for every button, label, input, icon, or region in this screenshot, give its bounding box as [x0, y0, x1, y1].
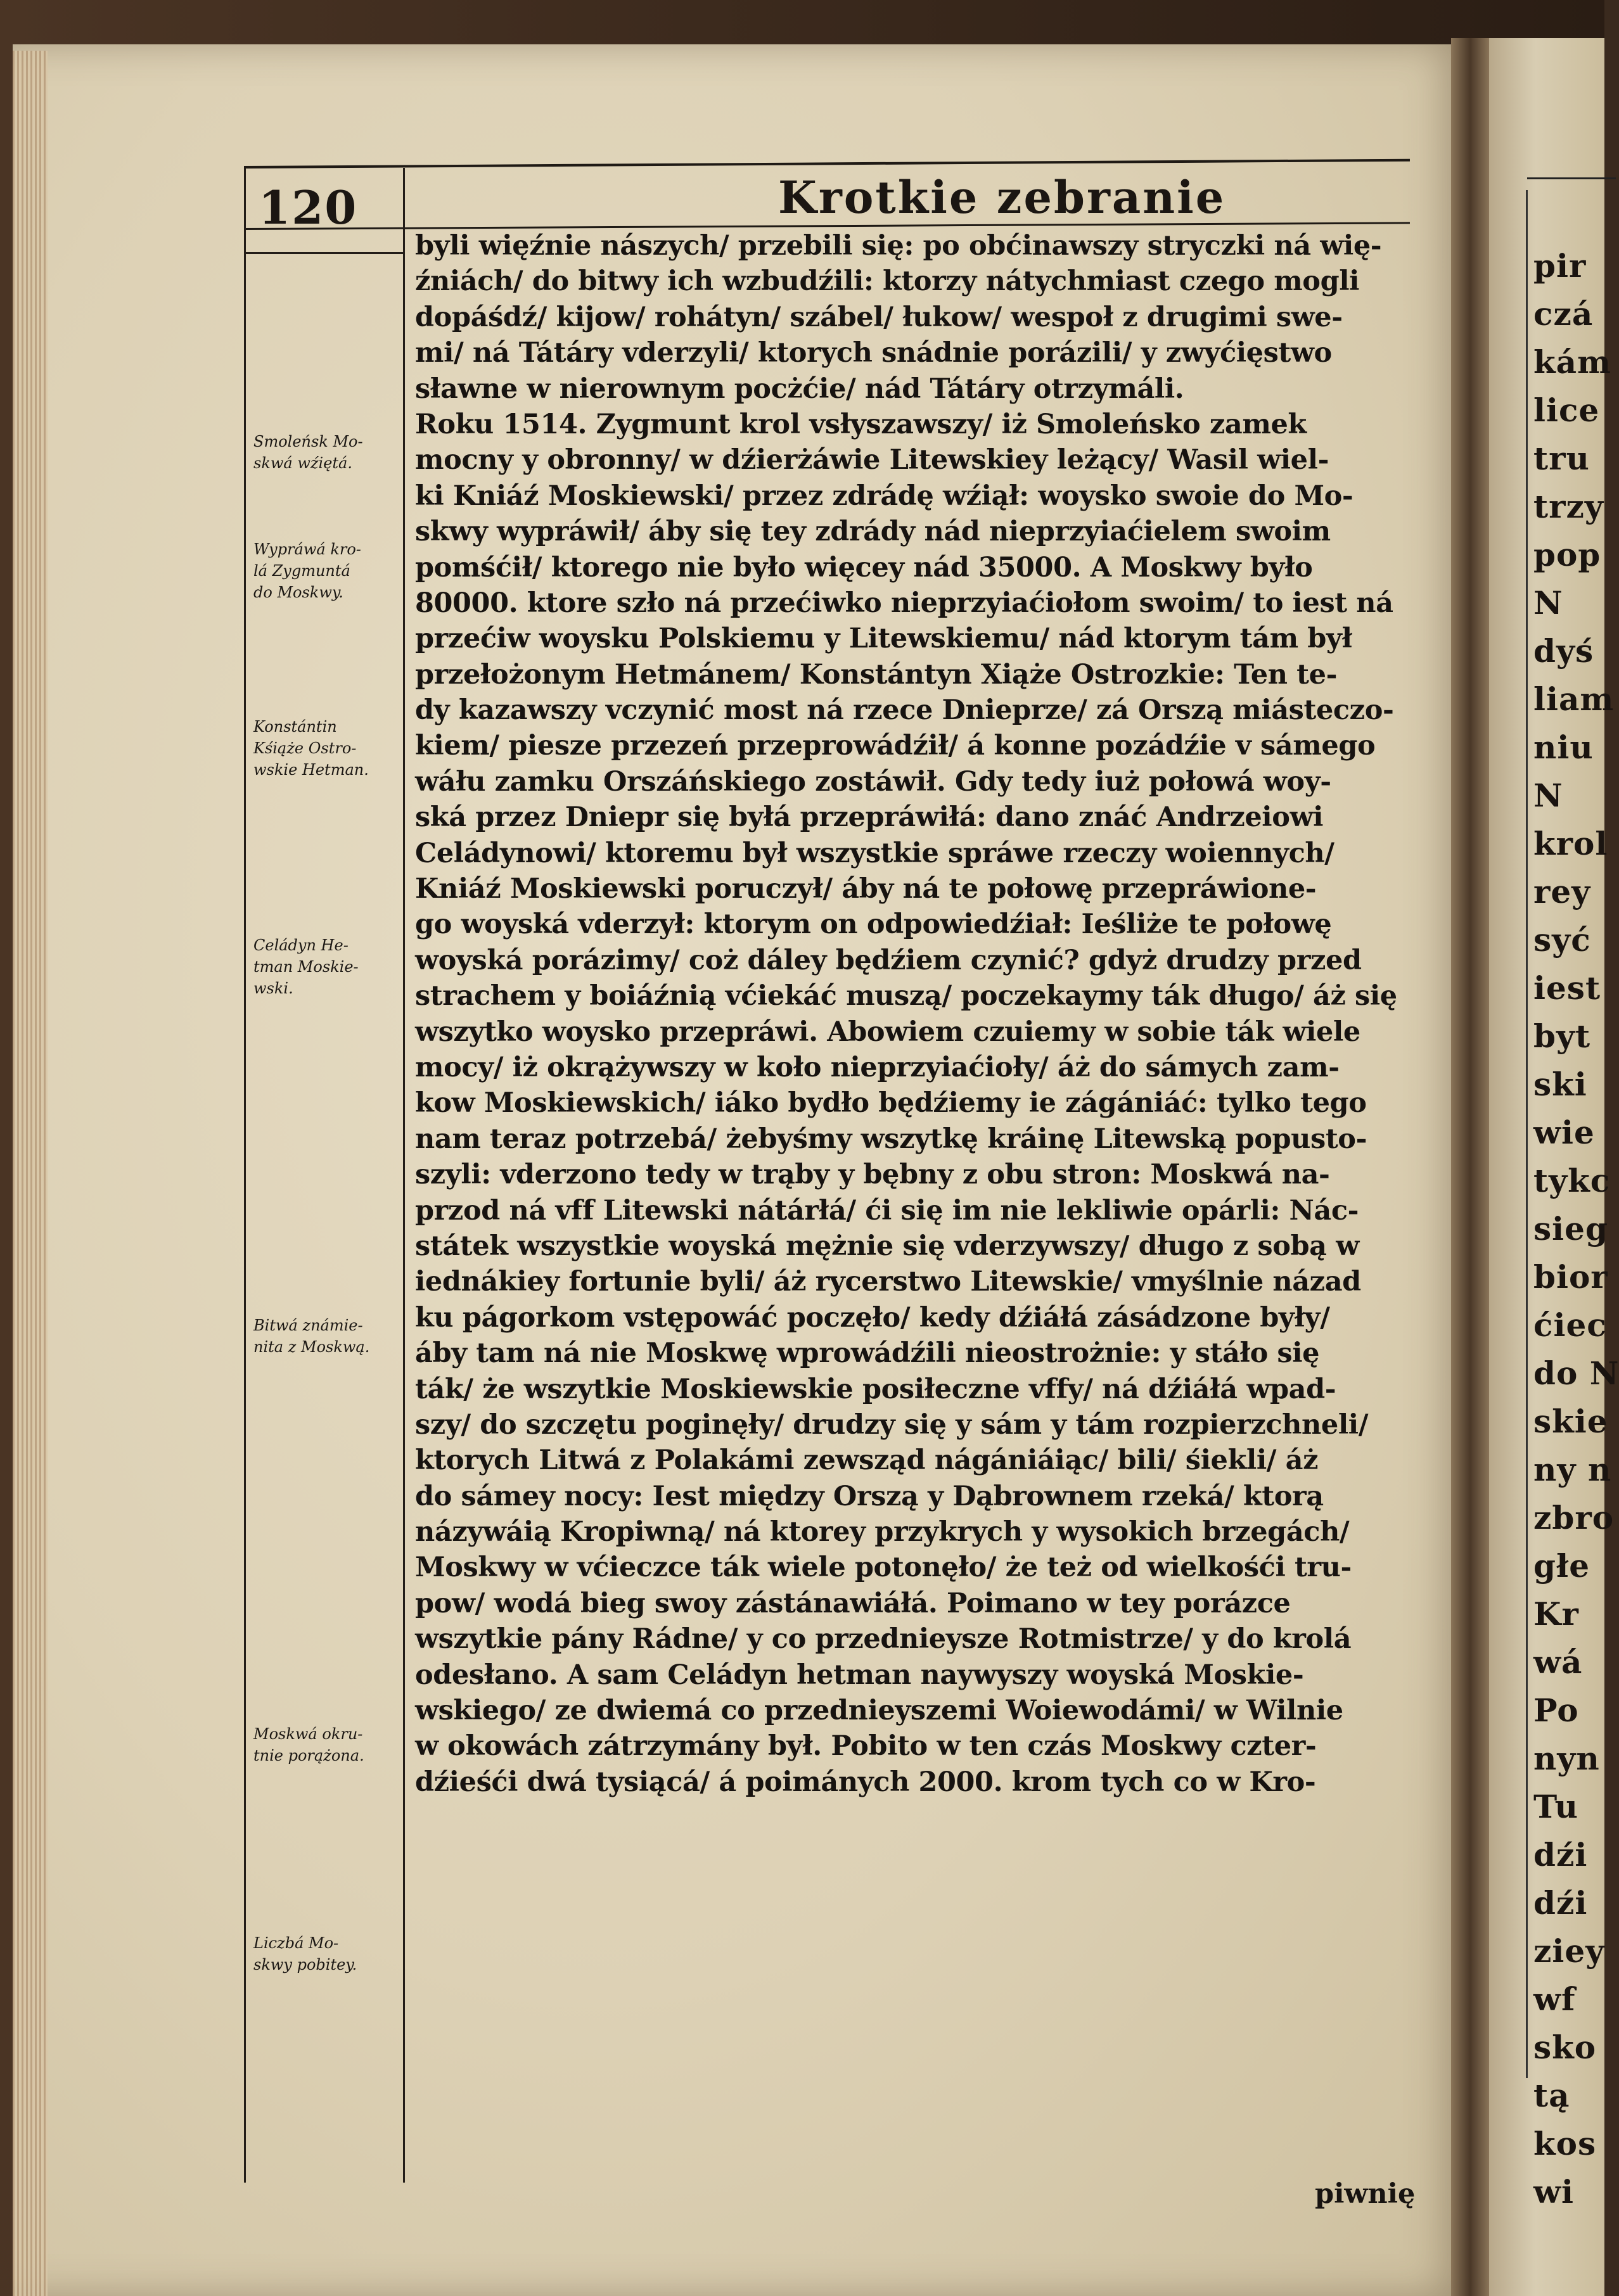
text-line: mocny y obronny/ w dźierżáwie Litewskiey leżący/ Wasil wiel- — [415, 444, 1329, 476]
facing-page-line: wf — [1533, 1980, 1576, 2018]
text-line: ki Kniáź Moskiewski/ przez zdrádę wźiął: woysko swoie do Mo- — [415, 480, 1353, 512]
facing-page-line: ćiec — [1533, 1306, 1607, 1344]
text-line: dźieśći dwá tysiącá/ á poimánych 2000. krom tych co w Kro- — [415, 1766, 1316, 1798]
facing-page-line: N — [1533, 584, 1563, 622]
facing-page-margin-rule — [1526, 190, 1528, 2078]
facing-page-line: dźi — [1533, 1836, 1588, 1873]
catchword: piwnię — [1315, 2178, 1416, 2210]
text-line: strachem y boiáźnią vćiekáć muszą/ poczekaymy ták długo/ áż się — [415, 980, 1397, 1012]
facing-page-line: tykc — [1533, 1162, 1611, 1199]
facing-page-line: pop — [1533, 536, 1601, 573]
text-line: mocy/ iż okrążywszy w koło nieprzyiaćioły/ áż do sámych zam- — [415, 1051, 1340, 1083]
text-line: odesłano. A sam Celádyn hetman naywyszy woyská Moskie- — [415, 1659, 1304, 1691]
text-line: pow/ wodá bieg swoy zástánawiáłá. Poimano w tey porázce — [415, 1587, 1291, 1619]
facing-page-line: N — [1533, 777, 1563, 814]
text-line: ták/ że wszytkie Moskiewskie posiłeczne vffy/ ná dźiáłá wpad- — [415, 1373, 1336, 1405]
margin-note-line: wski. — [253, 979, 293, 997]
text-line: názywáią Kropiwną/ ná ktorey przykrych y wysokich brzegách/ — [415, 1516, 1350, 1548]
facing-page-line: niu — [1533, 729, 1594, 766]
facing-page-line: wá — [1533, 1643, 1583, 1681]
text-line: dy kazawszy vczynić most ná rzece Dnieprze/ zá Orszą miásteczo- — [415, 694, 1394, 727]
text-line: wszytkie pány Rádne/ y co przednieysze Rotmistrze/ y do krolá — [415, 1623, 1352, 1655]
text-line: Kniáź Moskiewski poruczył/ áby ná te połowę przepráwione- — [415, 873, 1317, 905]
text-line: státek wszystkie woyská mężnie się vderzywszy/ długo z sobą w — [415, 1230, 1359, 1262]
facing-page-line: rey — [1533, 873, 1591, 910]
facing-page-line: do N — [1533, 1355, 1619, 1392]
text-line: szy/ do szczętu poginęły/ drudzy się y sám y tám rozpierzchneli/ — [415, 1408, 1369, 1441]
margin-note-line: tnie porążona. — [253, 1747, 364, 1764]
text-line: przod ná vff Litewski nátárłá/ ći się im nie lekliwie opárli: Nác- — [415, 1194, 1359, 1227]
facing-page-line: skie — [1533, 1403, 1608, 1440]
margin-note — [253, 539, 400, 603]
facing-page-line: wi — [1533, 2173, 1575, 2210]
facing-page-line: lice — [1533, 392, 1600, 429]
book-gutter — [1451, 38, 1489, 2296]
facing-page-line: głe — [1533, 1547, 1590, 1585]
facing-page-line: ski — [1533, 1066, 1587, 1103]
text-line: kiem/ piesze przezeń przeprowádźił/ á konne pozádźie v sámego — [415, 730, 1376, 762]
margin-note-line: Liczbá Mo- — [253, 1934, 339, 1952]
facing-page-line: zbro — [1533, 1499, 1615, 1536]
facing-page-line: pir — [1533, 247, 1587, 284]
margin-note — [253, 1723, 400, 1766]
facing-page-line: czá — [1533, 295, 1594, 333]
facing-page-line: tą — [1533, 2077, 1570, 2114]
text-line: pomśćił/ ktorego nie było więcey nád 35000. A Moskwy było — [415, 551, 1313, 584]
facing-page-line: nyn — [1533, 1740, 1600, 1777]
text-line: przełożonym Hetmánem/ Konstántyn Xiąże Ostrozkie: Ten te- — [415, 658, 1338, 691]
margin-note-line: Celádyn He- — [253, 936, 349, 954]
text-line: áby tam ná nie Moskwę wprowádźili nieostrożnie: y stáło się — [415, 1337, 1320, 1370]
facing-page-line: Kr — [1533, 1595, 1579, 1633]
facing-page-line: dyś — [1533, 632, 1594, 670]
margin-note-line: Wypráwá kro- — [253, 540, 361, 558]
running-head: Krotkie zebranie — [778, 171, 1226, 224]
margin-note-line: nita z Moskwą. — [253, 1338, 370, 1356]
facing-page-line: Po — [1533, 1692, 1579, 1729]
facing-page-line: sieg — [1533, 1210, 1608, 1247]
text-line: ktorych Litwá z Polakámi zewsząd nágániáiąc/ bili/ śiekli/ áż — [415, 1445, 1319, 1477]
text-line: dopáśdź/ kijow/ rohátyn/ szábel/ łukow/ wespoł z drugimi swe- — [415, 301, 1343, 333]
facing-page — [1489, 38, 1619, 2296]
facing-page-line: Tu — [1533, 1788, 1578, 1825]
facing-page-line: liam — [1533, 680, 1615, 718]
margin-note-line: lá Zygmuntá — [253, 562, 350, 580]
facing-page-line: tru — [1533, 440, 1590, 477]
facing-page-line: dźi — [1533, 1884, 1588, 1922]
facing-page-line: ziey — [1533, 1932, 1605, 1970]
facing-page-line: wie — [1533, 1114, 1595, 1151]
text-line: woyská porázimy/ coż dáley będźiem czynić? gdyż drudzy przed — [415, 944, 1362, 976]
text-line: wáłu zamku Orszáńskiego zostáwił. Gdy tedy iuż połowá woy- — [415, 765, 1331, 798]
text-line: wszytko woysko przepráwi. Abowiem czuiemy w sobie ták wiele — [415, 1016, 1360, 1048]
margin-note — [253, 716, 400, 781]
facing-page-line: bior — [1533, 1258, 1608, 1296]
text-line: wskiego/ ze dwiemá co przednieyszemi Woiewodámi/ w Wilnie — [415, 1695, 1343, 1727]
margin-inner-rule — [403, 168, 405, 2183]
margin-box-top-rule — [246, 252, 404, 254]
margin-note-line: Konstántin — [253, 718, 337, 736]
facing-page-line: ny n — [1533, 1451, 1612, 1488]
text-line: iednákiey fortunie byli/ áż rycerstwo Litewskie/ vmyślnie názad — [415, 1266, 1361, 1298]
facing-page-line: trzy — [1533, 488, 1604, 525]
text-line: Celádynowi/ ktoremu był wszystkie spráwe rzeczy woiennych/ — [415, 837, 1334, 869]
text-line: w okowách zátrzymány był. Pobito w ten czás Moskwy czter- — [415, 1730, 1317, 1763]
margin-note-line: Bitwá známie- — [253, 1317, 363, 1334]
text-line: byli więźnie nászych/ przebili się: po obćinawszy stryczki ná wię- — [415, 230, 1382, 262]
text-line: Roku 1514. Zygmunt krol vsłyszawszy/ iż Smoleńsko zamek — [415, 408, 1307, 440]
margin-note-line: Moskwá okru- — [253, 1725, 363, 1743]
margin-note — [253, 1932, 400, 1975]
text-line: szyli: vderzono tedy w trąby y bębny z obu stron: Moskwá na- — [415, 1159, 1330, 1191]
margin-note-line: tman Moskie- — [253, 958, 359, 976]
margin-outer-rule — [244, 168, 246, 2183]
main-text-block — [415, 228, 1413, 1800]
text-line: kow Moskiewskich/ iáko bydło będźiemy ie zágániáć: tylko tego — [415, 1087, 1367, 1119]
margin-note — [253, 934, 400, 999]
text-line: Moskwy w vćieczce ták wiele potonęło/ że też od wielkośći tru- — [415, 1552, 1352, 1584]
page-number: 120 — [259, 181, 358, 234]
facing-page-line: sko — [1533, 2029, 1597, 2066]
margin-note-line: skwy pobitey. — [253, 1956, 357, 1974]
text-line: ku págorkom vstępowáć poczęło/ kedy dźiáłá zásádzone były/ — [415, 1301, 1330, 1334]
facing-page-line: byt — [1533, 1017, 1591, 1055]
margin-note-line: do Moskwy. — [253, 584, 343, 601]
margin-note — [253, 1315, 400, 1358]
text-line: przećiw woysku Polskiemu y Litewskiemu/ nád ktorym tám był — [415, 623, 1352, 655]
text-line: ská przez Dniepr się byłá przepráwiłá: dano znáć Andrzeiowi — [415, 801, 1324, 834]
text-line: nam teraz potrzebá/ żebyśmy wszytkę kráinę Litewską popusto- — [415, 1123, 1367, 1155]
facing-page-line: kos — [1533, 2125, 1597, 2162]
facing-page-line: iest — [1533, 969, 1601, 1007]
text-line: go woyská vderzył: ktorym on odpowiedźiał: Ieśliże te połowę — [415, 909, 1332, 941]
facing-page-line: kám — [1533, 343, 1611, 381]
margin-note-line: wskie Hetman. — [253, 761, 369, 779]
facing-page-line: syć — [1533, 921, 1591, 959]
text-line: mi/ ná Tátáry vderzyli/ ktorych snádnie porázili/ y zwyćięstwo — [415, 337, 1332, 369]
page-edges — [13, 51, 48, 2296]
margin-note-line: Kśiąże Ostro- — [253, 739, 357, 757]
facing-page-line: krol — [1533, 825, 1608, 862]
margin-note-line: skwá wźiętá. — [253, 454, 352, 472]
margin-note — [253, 431, 400, 474]
text-line: sławne w nierownym pocżćie/ nád Tátáry otrzymáli. — [415, 373, 1184, 405]
text-line: 80000. ktore szło ná przećiwko nieprzyiaćiołom swoim/ to iest ná — [415, 587, 1393, 619]
text-line: skwy wypráwił/ áby się tey zdrády nád nieprzyiaćielem swoim — [415, 516, 1331, 548]
facing-page-head-rule — [1527, 177, 1616, 179]
text-line: źniách/ do bitwy ich wzbudźili: ktorzy nátychmiast czego mogli — [415, 265, 1360, 298]
text-line: do sámey nocy: Iest między Orszą y Dąbrownem rzeká/ ktorą — [415, 1480, 1324, 1512]
margin-note-line: Smoleńsk Mo- — [253, 433, 363, 450]
